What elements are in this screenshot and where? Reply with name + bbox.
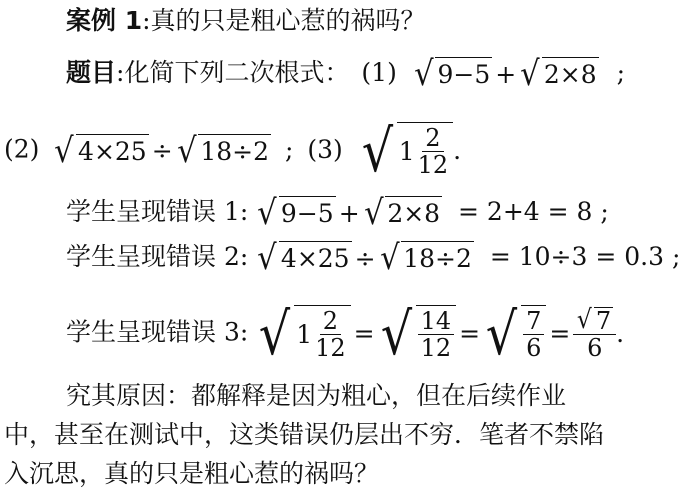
problem-parts-line: [4, 117, 462, 185]
case-heading: [66, 4, 426, 38]
denominator: 12: [417, 151, 449, 179]
semicolon: ;: [616, 58, 626, 87]
radicand: 9−5: [435, 57, 492, 92]
divide-sign: ÷: [151, 136, 173, 165]
radical-sign: √: [259, 300, 291, 368]
radical: [176, 130, 271, 171]
reason-line-2: 中，甚至在测试中，这类错误仍层出不穷．笔者不禁陷: [4, 420, 605, 449]
radicand: 18÷2: [198, 134, 271, 169]
problem-part-3-label: (3): [307, 134, 343, 164]
equals-sign: =: [353, 319, 375, 348]
problem-line: [66, 56, 625, 92]
reason-line-3: 入沉思，真的只是粗心惹的祸吗？: [4, 459, 380, 488]
plus-sign: +: [338, 198, 360, 228]
radical: [256, 238, 351, 278]
error-3-expression: [256, 300, 625, 368]
error-1-line: [66, 195, 609, 231]
problem-part-2-expression: [53, 130, 271, 171]
mixed-integer: 1: [398, 136, 415, 166]
radical: [483, 300, 546, 368]
equals-sign: =: [459, 319, 481, 348]
radical-sign: √: [485, 300, 518, 368]
denominator: 12: [315, 334, 346, 362]
radical: [359, 117, 453, 185]
radicand: 2×8: [385, 196, 442, 231]
radical-sign: √: [361, 117, 393, 185]
radical-sign: √: [363, 193, 384, 233]
error-3-label: 学生呈现错误 3: [66, 317, 240, 347]
radical: [256, 300, 350, 368]
denominator: 6: [587, 334, 603, 362]
radicand: 9−5: [279, 196, 336, 231]
error-2-expression: [256, 238, 474, 278]
case-label: 案例 1: [66, 6, 143, 35]
numerator: 14: [418, 308, 455, 335]
error-2-label: 学生呈现错误 2: [66, 242, 240, 271]
error-3-line: [66, 300, 625, 368]
radicand: [416, 305, 457, 363]
radical-sign: √: [520, 54, 540, 94]
radical: [379, 238, 474, 278]
equals-sign: =: [549, 319, 571, 348]
period: .: [616, 319, 625, 348]
colon: :: [239, 242, 249, 271]
error-2-result: = 10÷3 = 0.3 ;: [489, 242, 680, 271]
case-colon: :: [142, 6, 151, 35]
semicolon: ;: [284, 134, 294, 164]
numerator: 2: [320, 308, 341, 335]
radical: [519, 54, 598, 94]
fraction: [523, 308, 544, 361]
reason-line-1: 究其原因：都解释是因为粗心，但在后续作业: [66, 381, 567, 410]
colon: :: [239, 317, 249, 347]
colon: :: [239, 197, 249, 226]
radical: [256, 193, 335, 233]
fraction: [415, 125, 452, 178]
numerator: 2: [422, 125, 443, 152]
problem-text: 化简下列二次根式：: [124, 58, 350, 87]
radical: [378, 300, 457, 368]
problem-part-1-label: (1): [361, 58, 397, 87]
radical: [363, 193, 442, 233]
problem-part-2-label: (2): [4, 134, 40, 164]
radicand: 4×25: [279, 241, 352, 276]
radical-sign: √: [379, 238, 400, 278]
radicand: [397, 122, 453, 180]
radical-sign: √: [380, 300, 412, 368]
problem-part-3-expression: [359, 117, 462, 185]
radical-sign: √: [176, 130, 197, 171]
radical: [413, 54, 492, 94]
radicand: 2×8: [542, 57, 599, 92]
radical: [576, 307, 613, 334]
radicand: [521, 305, 546, 363]
numerator: 7: [523, 308, 544, 335]
mixed-integer: 1: [296, 319, 313, 349]
plus-sign: +: [495, 59, 517, 89]
radicand: [294, 305, 350, 363]
divide-sign: ÷: [354, 243, 376, 273]
radical-sign: √: [413, 54, 434, 94]
fraction: [312, 308, 349, 361]
error-1-expression: [256, 193, 442, 233]
radical-sign: √: [257, 238, 277, 278]
numerator: [573, 307, 616, 335]
problem-colon: :: [116, 58, 125, 87]
radical-sign: √: [257, 193, 277, 233]
problem-label: 题目: [66, 58, 117, 87]
radical-sign: √: [577, 305, 593, 335]
error-1-label: 学生呈现错误 1: [66, 197, 240, 226]
error-2-line: [66, 240, 680, 276]
radical-sign: √: [54, 130, 74, 171]
radical: [53, 130, 148, 171]
problem-part-1-expression: [413, 54, 599, 94]
radicand: 4×25: [76, 134, 149, 169]
denominator: 6: [526, 334, 542, 362]
error-1-result: = 2+4 = 8 ;: [458, 197, 609, 226]
fraction: [418, 308, 455, 361]
fraction: [573, 307, 616, 361]
case-title: 真的只是粗心惹的祸吗？: [150, 6, 426, 35]
radicand: 7: [595, 307, 612, 335]
period: .: [453, 136, 462, 165]
radicand: 18÷2: [401, 241, 474, 276]
denominator: 12: [420, 334, 452, 362]
